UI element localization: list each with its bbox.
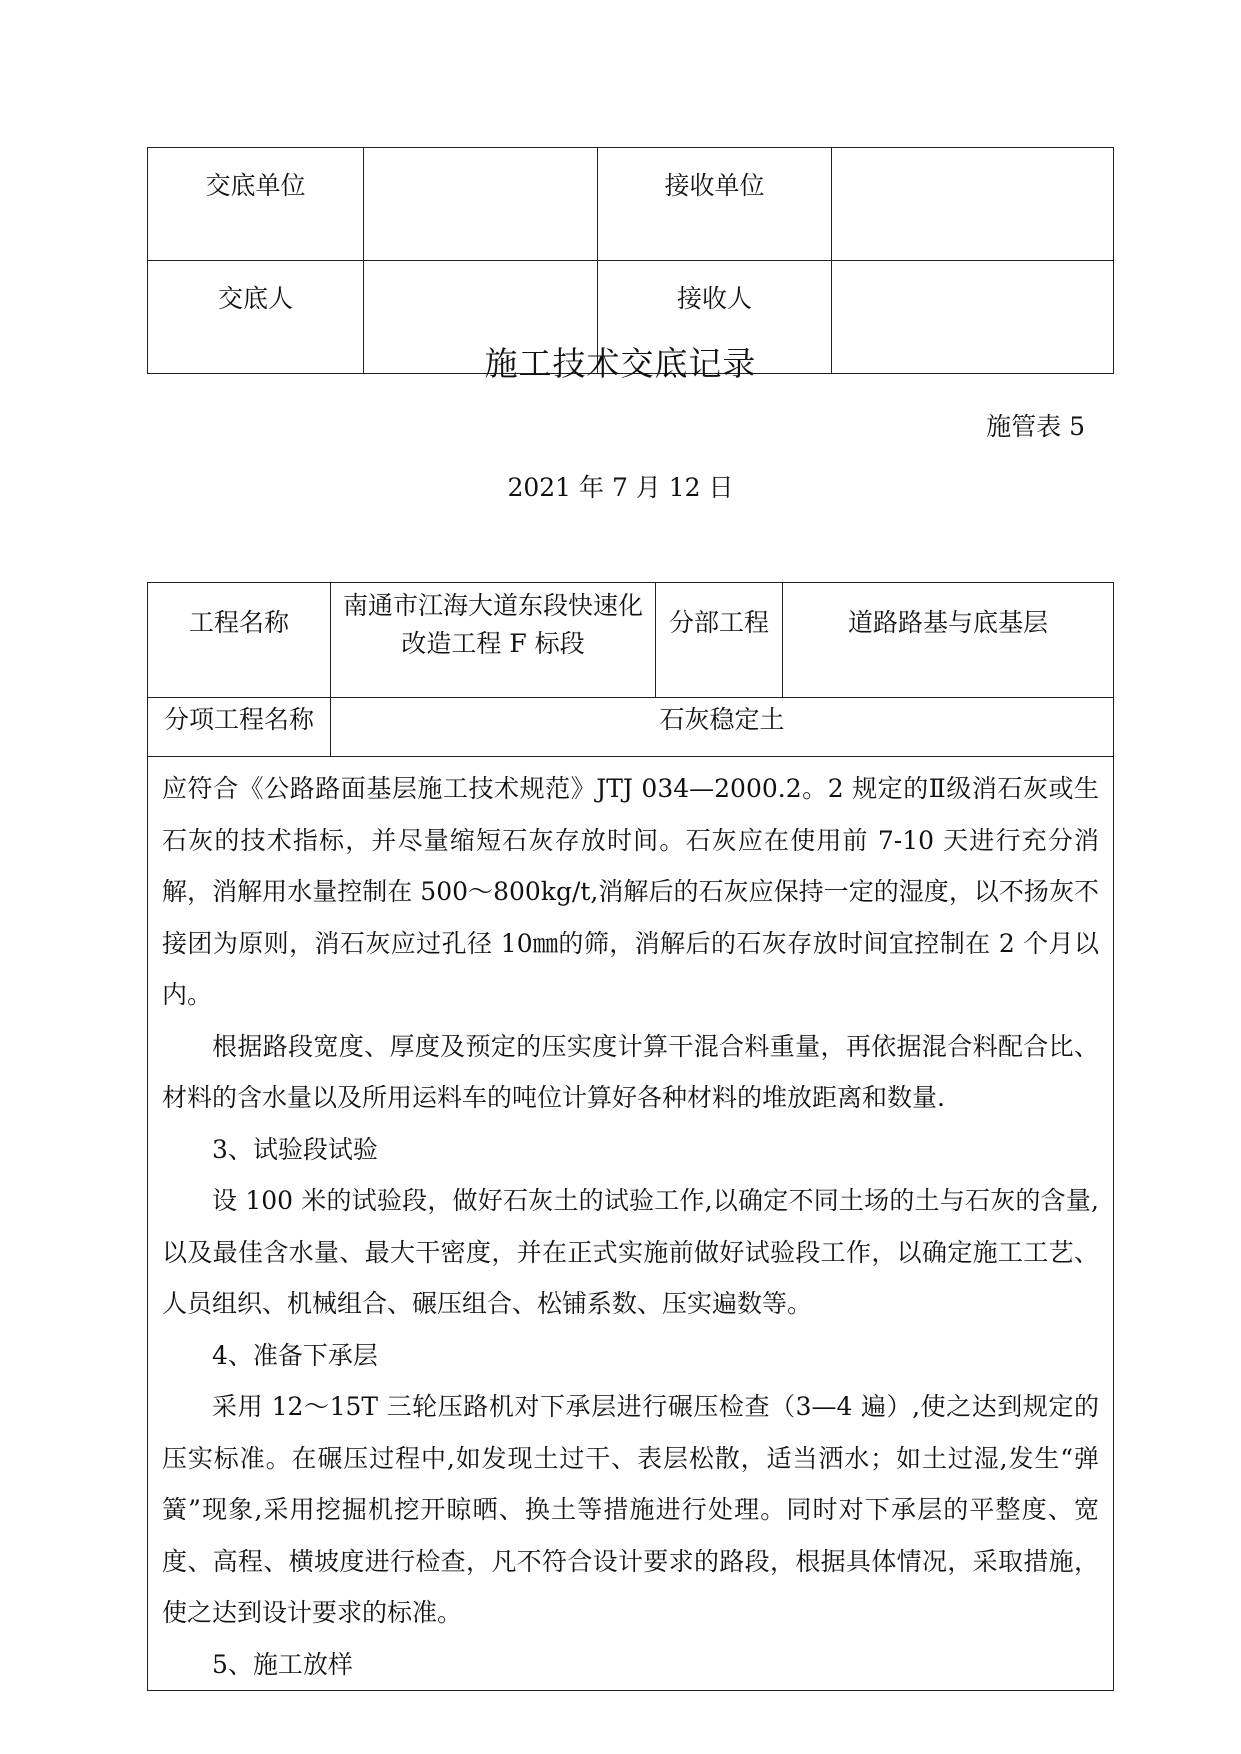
heading-setting-out: 5、施工放样 bbox=[212, 1649, 353, 1679]
handover-unit-value[interactable] bbox=[364, 148, 598, 261]
paragraph-lower-layer: 采用 12～15T 三轮压路机对下承层进行碾压检查（3—4 遍）,使之达到规定的压实标准。在碾压过程中,如发现土过干、表层松散，适当洒水；如土过湿,发生“弹簧”现象,采用挖掘机挖开晾晒、换土等措施进行处理。同时对下承层的平整度、宽度、高程、横坡度进行检查，凡不符合设计要求的路段，根据具体情况，采取措施，使之达到设计要求的标准。 bbox=[162, 1392, 1099, 1627]
division-value: 道路路基与底基层 bbox=[783, 583, 1114, 698]
heading-lower-layer: 4、准备下承层 bbox=[212, 1340, 378, 1370]
disclosure-content bbox=[148, 757, 1114, 1691]
receiver-label: 接收人 bbox=[598, 261, 832, 374]
document-date: 2021 年 7 月 12 日 bbox=[507, 473, 734, 502]
project-name-value bbox=[331, 583, 656, 698]
paragraph-material-calc: 根据路段宽度、厚度及预定的压实度计算干混合料重量，再依据混合料配合比、材料的含水量以及所用运料车的吨位计算好各种材料的堆放距离和数量. bbox=[162, 1031, 1099, 1112]
handover-unit-label: 交底单位 bbox=[148, 148, 364, 261]
subitem-value: 石灰稳定土 bbox=[331, 698, 1114, 757]
receiving-unit-value[interactable] bbox=[832, 148, 1114, 261]
subitem-label: 分项工程名称 bbox=[148, 698, 331, 757]
paragraph-trial-section: 设 100 米的试验段，做好石灰土的试验工作,以确定不同土场的土与石灰的含量,以及最佳含水量、最大干密度，并在正式实施前做好试验段工作，以确定施工工艺、人员组织、机械组合、碾压组合、松铺系数、压实遍数等。 bbox=[162, 1186, 1099, 1318]
division-label: 分部工程 bbox=[656, 583, 783, 698]
paragraph-lime-spec: 应符合《公路路面基层施工技术规范》JTJ 034—2000.2。2 规定的Ⅱ级消石灰或生石灰的技术指标，并尽量缩短石灰存放时间。石灰应在使用前 7-10 天进行充分消解，消解用水量控制在 500～800kg/t,消解后的石灰应保持一定的湿度，以不扬灰不接团为原则，消石灰应过孔径 10㎜的筛，消解后的石灰存放时间宜控制在 2 个月以内。 bbox=[162, 774, 1099, 1009]
form-number: 施管表 5 bbox=[986, 412, 1085, 441]
receiving-unit-label: 接收单位 bbox=[598, 148, 832, 261]
heading-trial-section: 3、试验段试验 bbox=[212, 1134, 378, 1164]
project-name-line1: 南通市江海大道东段快速化 bbox=[342, 591, 643, 620]
disclosure-table bbox=[147, 582, 1114, 1691]
handover-person-label: 交底人 bbox=[148, 261, 364, 374]
document-title: 施工技术交底记录 bbox=[484, 344, 757, 383]
project-name-label: 工程名称 bbox=[148, 583, 331, 698]
project-name-line2: 改造工程 F 标段 bbox=[401, 629, 585, 658]
